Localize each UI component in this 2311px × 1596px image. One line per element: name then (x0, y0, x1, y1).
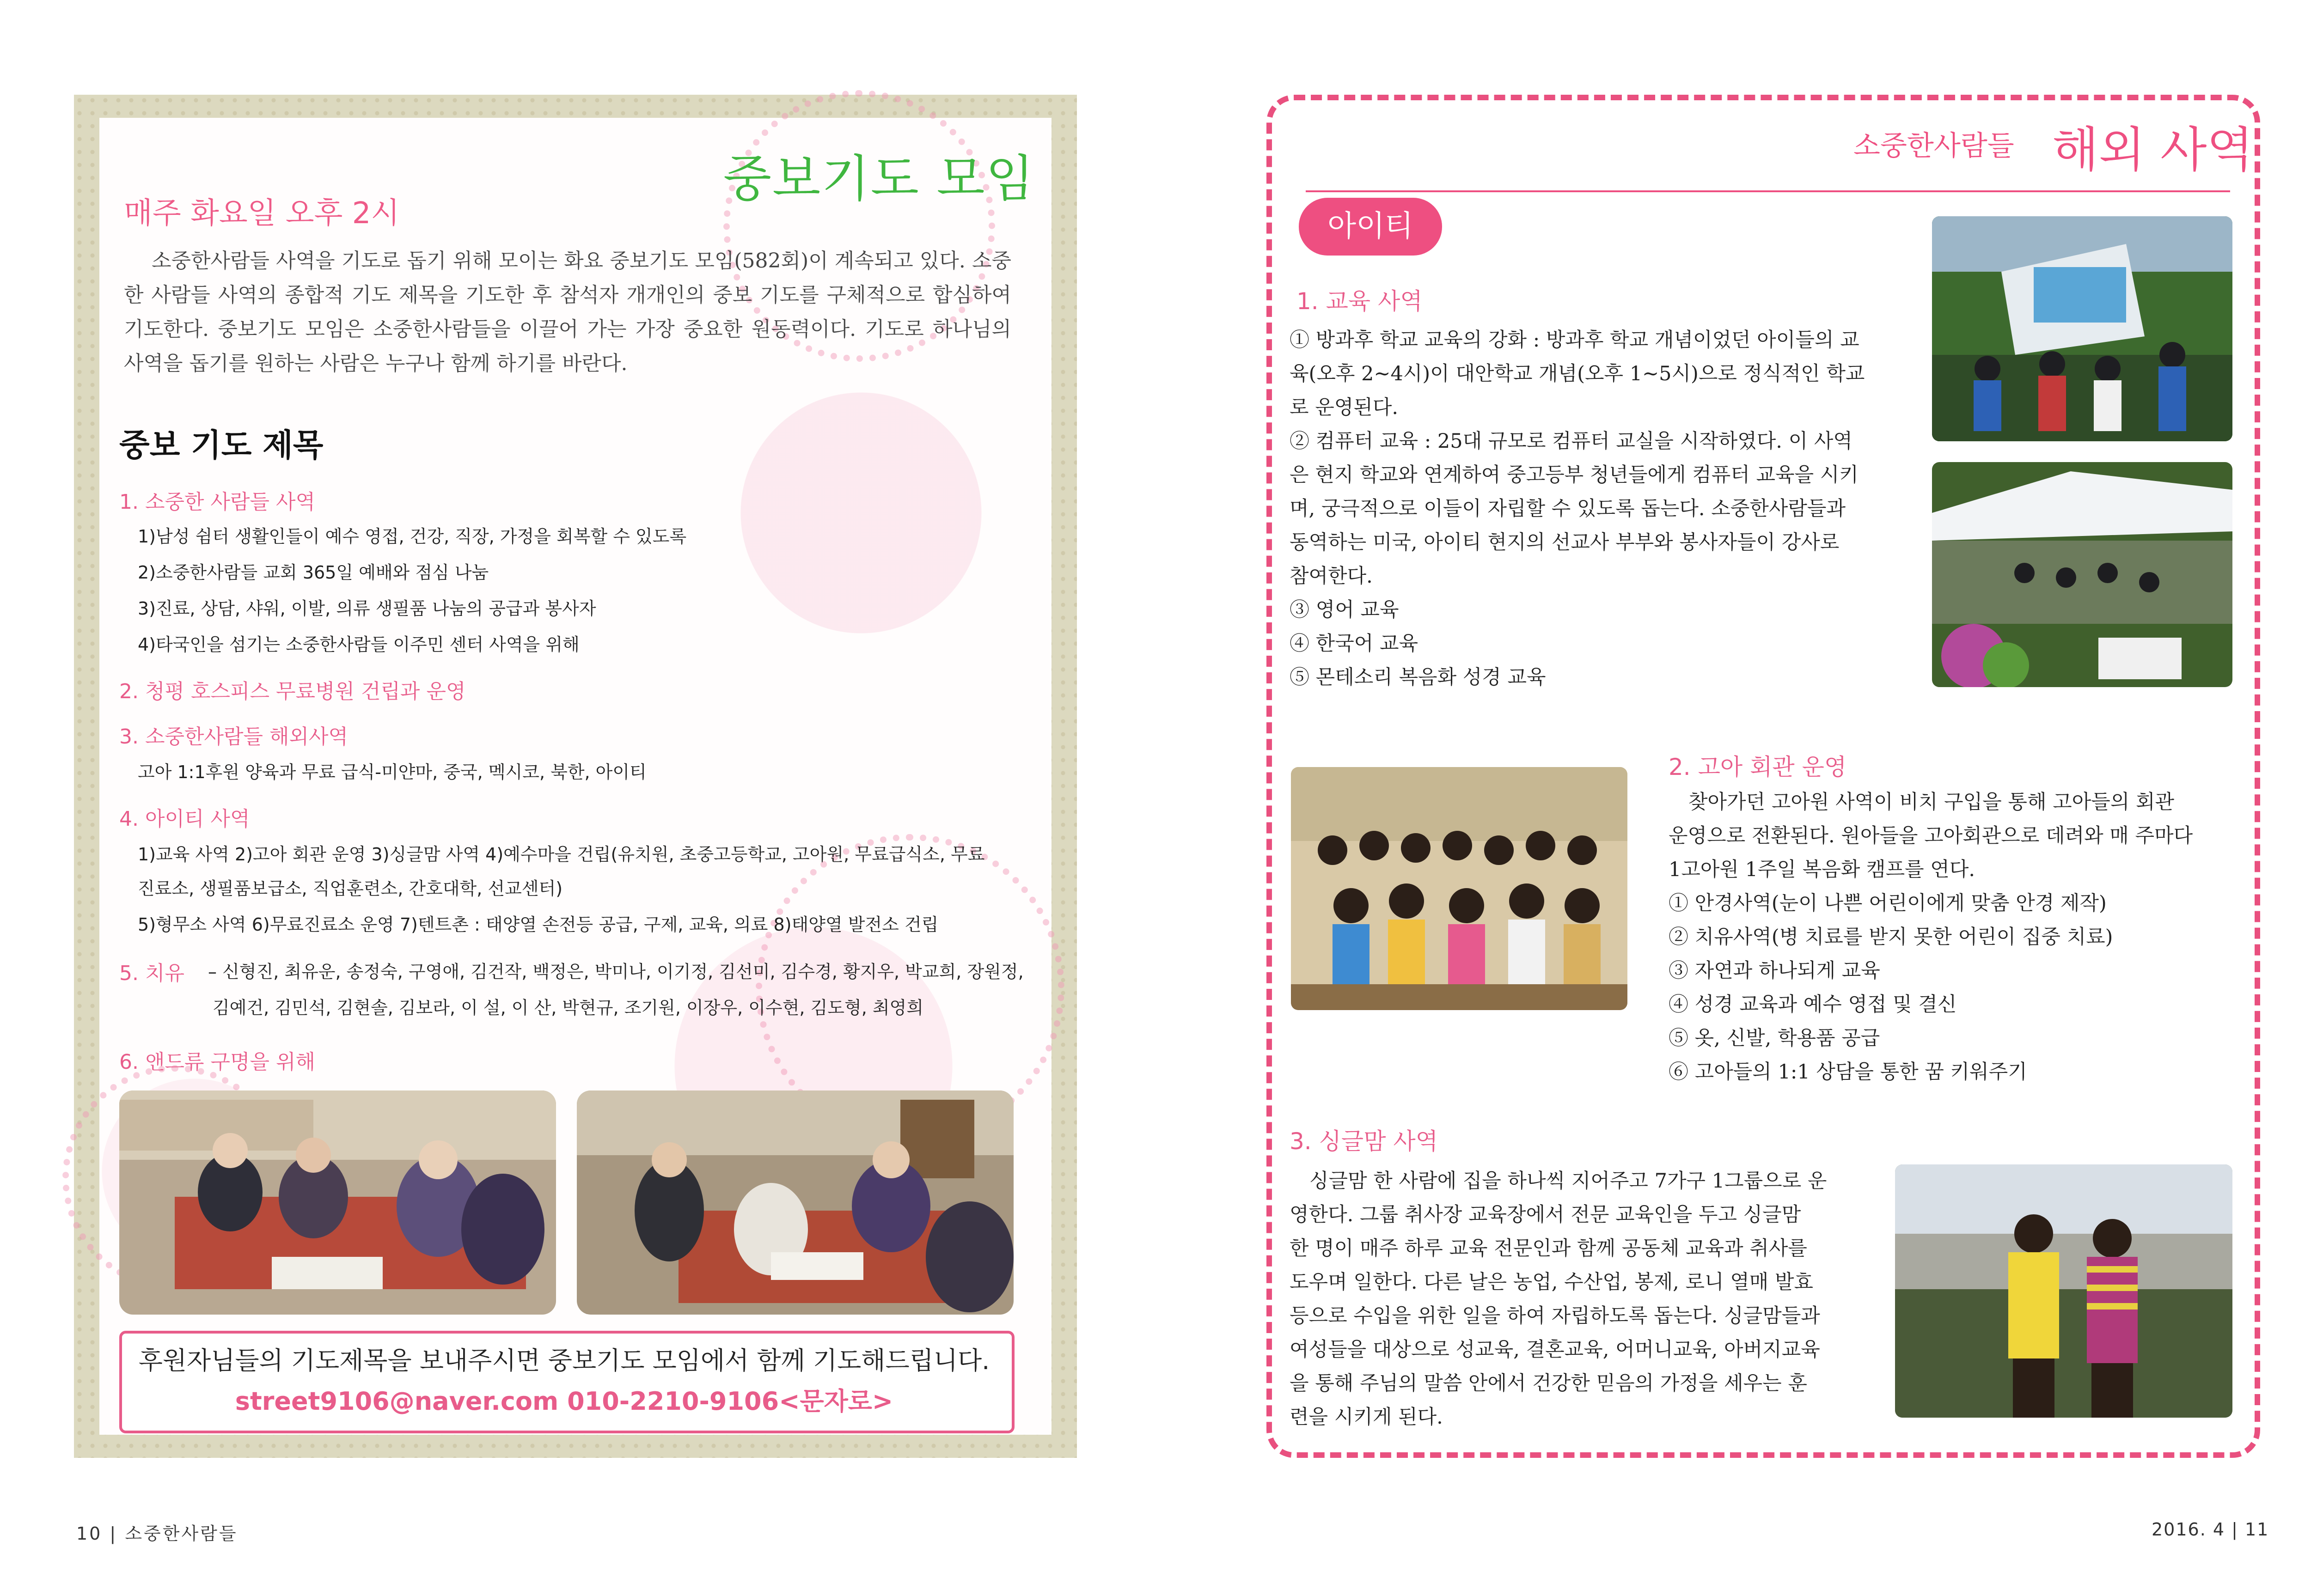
meeting-time: 매주 화요일 오후 2시 (124, 196, 400, 231)
prayer-topics-heading: 중보 기도 제목 (119, 427, 324, 464)
body-line: 한 명이 매주 하루 교육 전문인과 함께 공동체 교육과 취사를 (1290, 1237, 1807, 1260)
section-item: 김예건, 김민석, 김현솔, 김보라, 이 설, 이 산, 박현규, 조기원, 이장우, 이수현, 김도형, 최영희 (213, 998, 923, 1018)
prayer-meeting-photo-image (119, 1090, 556, 1315)
body-line: 싱글맘 한 사람에 집을 하나씩 지어주고 7가구 1그룹으로 운 (1290, 1170, 1827, 1193)
body-line: ⑤ 몬테소리 복음화 성경 교육 (1290, 666, 1546, 689)
prayer-meeting-photo (577, 1090, 1014, 1315)
body-line: ③ 자연과 하나되게 교육 (1669, 959, 1880, 982)
body-line: ① 안경사역(눈이 나쁜 어린이에게 맞춤 안경 제작) (1669, 892, 2107, 915)
section-item: 2)소중한사람들 교회 365일 예배와 점심 나눔 (138, 562, 489, 583)
org-name: 소중한사람들 (1853, 130, 2014, 162)
body-line: ② 치유사역(병 치료를 받지 못한 어린이 집중 치료) (1669, 926, 2113, 949)
contact-info: street9106@naver.com 010-2210-9106<문자로> (235, 1387, 893, 1416)
section-title: 3. 싱글맘 사역 (1290, 1128, 1438, 1155)
section-body (1669, 786, 2237, 1089)
orphans-photo (1291, 767, 1627, 1010)
section-item: 진료소, 생필품보급소, 직업훈련소, 간호대학, 선교센터) (138, 878, 563, 899)
section-item: 1)남성 쉼터 생활인들이 예수 영접, 건강, 직장, 가정을 회복할 수 있도록 (138, 526, 687, 547)
haiti-tent-class-photo (1932, 462, 2232, 687)
section-title: 4. 아이티 사역 (119, 807, 250, 831)
body-line: ③ 영어 교육 (1290, 598, 1399, 621)
page-title: 중보기도 모임 (723, 150, 1035, 208)
body-line: 참여한다. (1290, 565, 1373, 588)
body-line: 동역하는 미국, 아이티 현지의 선교사 부부와 봉사자들이 강사로 (1290, 531, 1840, 554)
section-item: 1)교육 사역 2)고아 회관 운영 3)싱글맘 사역 4)예수마을 건립(유치원, 초중고등학교, 고아원, 무료급식소, 무료 (138, 844, 985, 865)
section-title: 6. 앤드류 구명을 위해 (119, 1050, 315, 1074)
body-line: ④ 한국어 교육 (1290, 632, 1418, 655)
footer-page-right: 2016. 4 | 11 (2152, 1519, 2269, 1540)
section-title: 5. 치유 (119, 962, 184, 985)
haiti-school-photo (1932, 216, 2232, 441)
body-line: ⑤ 옷, 신발, 학용품 공급 (1669, 1027, 1880, 1050)
orphans-photo-image (1291, 767, 1627, 1010)
body-line: 육(오후 2~4시)이 대안학교 개념(오후 1~5시)으로 정식적인 학교 (1290, 362, 1865, 385)
section-item: – 신형진, 최유운, 송정숙, 구영애, 김건작, 백정은, 박미나, 이기정, 김선미, 김수경, 황지우, 박교희, 장원정, (208, 962, 1024, 982)
section-item: 5)형무소 사역 6)무료진료소 운영 7)텐트촌 : 태양열 손전등 공급, 구제, 교육, 의료 8)태양열 발전소 건립 (138, 914, 939, 935)
body-line: 을 통해 주님의 말씀 안에서 건강한 믿음의 가정을 세우는 훈 (1290, 1372, 1807, 1395)
section-title: 2. 고아 회관 운영 (1669, 754, 1847, 780)
title-rule (1306, 190, 2230, 192)
haiti-tent-class-photo-image (1932, 462, 2232, 687)
prayer-meeting-photo (119, 1090, 556, 1315)
section-item: 4)타국인을 섬기는 소중한사람들 이주민 센터 사역을 위해 (138, 634, 580, 655)
body-line: ② 컴퓨터 교육 : 25대 규모로 컴퓨터 교실을 시작하였다. 이 사역 (1290, 430, 1852, 453)
notice-text: 후원자님들의 기도제목을 보내주시면 중보기도 모임에서 함께 기도해드립니다. (138, 1346, 990, 1375)
body-line: ⑥ 고아들의 1:1 상담을 통한 꿈 키워주기 (1669, 1060, 2027, 1084)
page-title: 해외 사역 (2052, 122, 2253, 178)
intro-paragraph: 소중한사람들 사역을 기도로 돕기 위해 모이는 화요 중보기도 모임(582회)이 계속되고 있다. 소중한 사람들 사역의 종합적 기도 제목을 기도한 후 참석자 개개인의 중보 기도를 구체적으로 합심하여 기도한다. 중보기도 모임은 소중한사람들을 이끌어 가는 가장 중요한 원동력이다. 기도로 하나님의 사역을 돕기를 원하는 사람은 누구나 함께 하기를 바란다. (124, 249, 1011, 375)
single-moms-photo (1895, 1164, 2232, 1418)
section-title: 2. 청평 호스피스 무료병원 건립과 운영 (119, 680, 466, 703)
body-line: 영한다. 그룹 취사장 교육장에서 전문 교육인을 두고 싱글맘 (1290, 1203, 1801, 1226)
section-title: 1. 교육 사역 (1296, 288, 1423, 315)
body-line: 등으로 수입을 위한 일을 하여 자립하도록 돕는다. 싱글맘들과 (1290, 1304, 1820, 1328)
single-moms-photo-image (1895, 1164, 2232, 1418)
body-line: 여성들을 대상으로 성교육, 결혼교육, 어머니교육, 아버지교육 (1290, 1338, 1820, 1361)
prayer-meeting-photo-image (577, 1090, 1014, 1315)
footer-page-left: 10 | 소중한사람들 (76, 1523, 238, 1544)
body-line: 도우며 일한다. 다른 날은 농업, 수산업, 봉제, 로니 열매 발효 (1290, 1271, 1814, 1294)
body-line: 은 현지 학교와 연계하여 중고등부 청년들에게 컴퓨터 교육을 시키 (1290, 463, 1859, 487)
section-title: 1. 소중한 사람들 사역 (119, 490, 315, 514)
section-body (1290, 1164, 1867, 1434)
body-line: 1고아원 1주일 복음화 캠프를 연다. (1669, 858, 1975, 881)
section-body (1290, 323, 1904, 694)
body-line: 운영으로 전환된다. 원아들을 고아회관으로 데려와 매 주마다 (1669, 824, 2193, 847)
body-line: 로 운영된다. (1290, 396, 1399, 419)
body-line: 찾아가던 고아원 사역이 비치 구입을 통해 고아들의 회관 (1669, 791, 2175, 814)
body-line: 며, 궁극적으로 이들이 자립할 수 있도록 돕는다. 소중한사람들과 (1290, 497, 1846, 520)
haiti-badge: 아이티 (1299, 198, 1442, 256)
body-line: ④ 성경 교육과 예수 영접 및 결신 (1669, 993, 1957, 1016)
body-line: ① 방과후 학교 교육의 강화 : 방과후 학교 개념이었던 아이들의 교 (1290, 329, 1859, 352)
section-title: 3. 소중한사람들 해외사역 (119, 725, 348, 749)
haiti-school-photo-image (1932, 216, 2232, 441)
section-item: 고아 1:1후원 양육과 무료 급식-미얀마, 중국, 멕시코, 북한, 아이티 (138, 762, 647, 782)
body-line: 련을 시키게 된다. (1290, 1406, 1443, 1429)
section-item: 3)진료, 상담, 샤워, 이발, 의류 생필품 나눔의 공급과 봉사자 (138, 598, 596, 619)
